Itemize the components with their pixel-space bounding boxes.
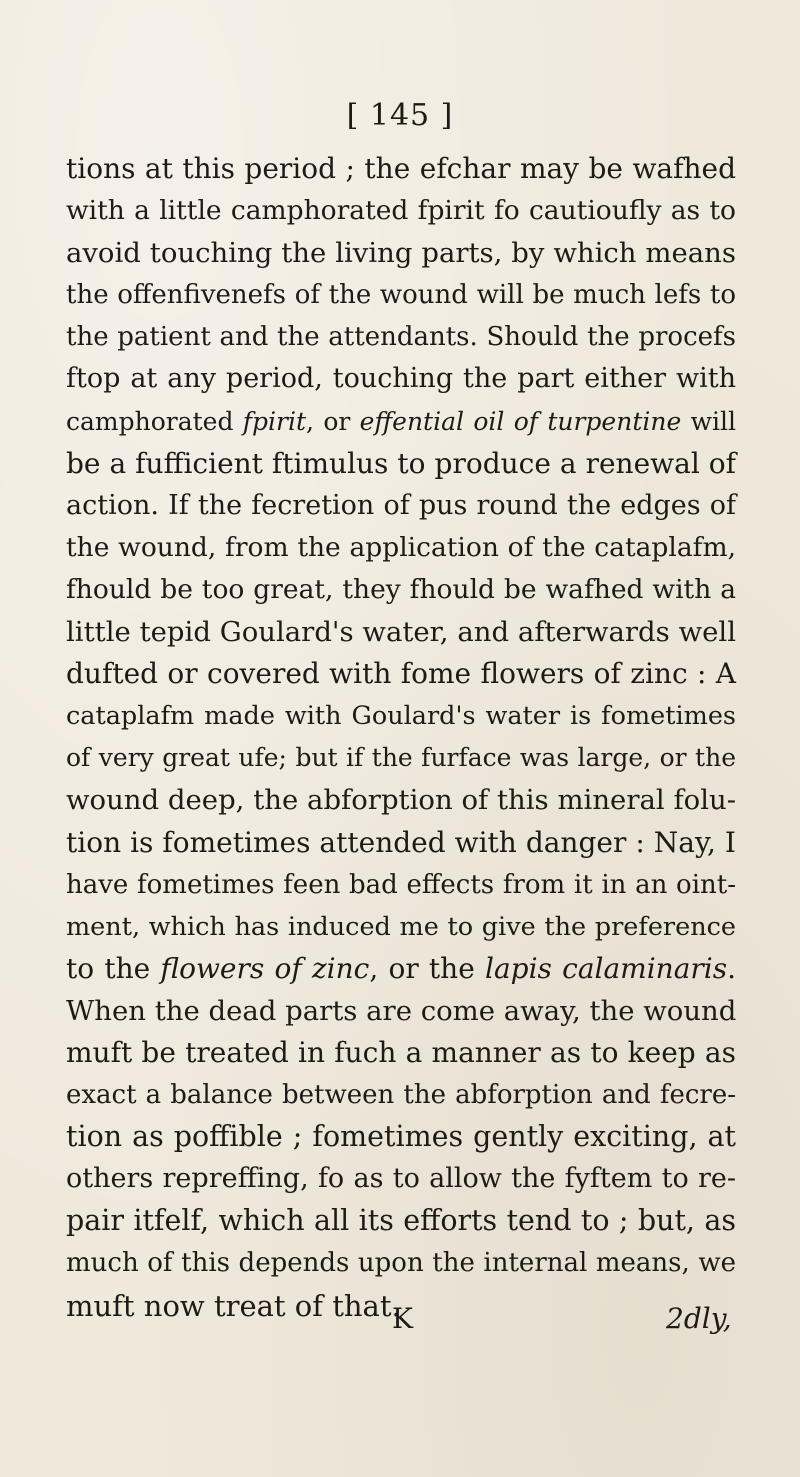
text-line: fhould be too great, they fhould be wafhed with a (66, 573, 736, 605)
text-line: tions at this period ; the efchar may be wafhed (66, 152, 736, 185)
text-line: of very great ufe; but if the furface was large, or the (66, 743, 736, 773)
text-line: ment, which has induced me to give the preference (66, 911, 736, 942)
italic-phrase: effential oil of turpentine (359, 406, 682, 436)
text-segment: , or (306, 406, 360, 436)
text-line (66, 401, 736, 443)
text-line: the wound, from the application of the cataplafm, (66, 531, 736, 563)
text-segment: to the (66, 951, 161, 985)
text-line: muft be treated in fuch a manner as to keep as (66, 1035, 736, 1069)
text-line: the patient and the attendants. Should the procefs (66, 322, 736, 353)
text-line: When the dead parts are come away, the wound (66, 994, 737, 1027)
text-line: pair itfelf, which all its efforts tend to ; but, as (66, 1204, 736, 1238)
text-line: be a fufficient ftimulus to produce a renewal of (66, 446, 736, 480)
text-line: have fometimes feen bad effects from it in an oint- (66, 869, 736, 900)
text-line: dufted or covered with fome flowers of zinc : A (66, 657, 736, 691)
text-line: the offenfivenefs of the wound will be much lefs to (66, 280, 736, 311)
text-segment: camphorated (66, 406, 243, 436)
text-segment: will (681, 406, 736, 436)
text-segment: , or the (369, 951, 486, 985)
page-number-header: [ 145 ] (346, 98, 454, 133)
text-line: tion is fometimes attended with danger : Nay, I (66, 825, 736, 859)
text-line: avoid touching the living parts, by which means (66, 237, 736, 270)
text-line: much of this depends upon the internal means, we (66, 1248, 736, 1279)
text-line: cataplafm made with Goulard's water is fometimes (66, 701, 736, 732)
text-line: wound deep, the abforption of this mineral folu- (66, 784, 736, 817)
text-line: muft now treat of that. (66, 1288, 401, 1323)
text-line: little tepid Goulard's water, and afterwards well (66, 616, 736, 649)
text-segment: . (727, 951, 737, 985)
text-line: others repreffing, fo as to allow the fyftem to re- (66, 1163, 736, 1195)
page-footer (0, 1302, 800, 1350)
italic-phrase: fpirit (242, 406, 307, 436)
text-line (66, 948, 736, 990)
text-line: tion as poffible ; fometimes gently exciting, at (66, 1120, 736, 1154)
text-line: ftop at any period, touching the part either with (66, 363, 736, 395)
signature-mark: K (392, 1302, 413, 1335)
italic-phrase: flowers of zinc (160, 951, 370, 985)
italic-phrase: lapis calaminaris (485, 951, 728, 985)
catchword: 2dly, (666, 1302, 732, 1335)
text-line: exact a balance between the abforption and fecre- (66, 1080, 736, 1111)
text-line: action. If the fecretion of pus round the edges of (66, 489, 736, 521)
body-text (66, 148, 736, 1327)
text-line: with a little camphorated fpirit fo cautioufly as to (66, 195, 736, 227)
